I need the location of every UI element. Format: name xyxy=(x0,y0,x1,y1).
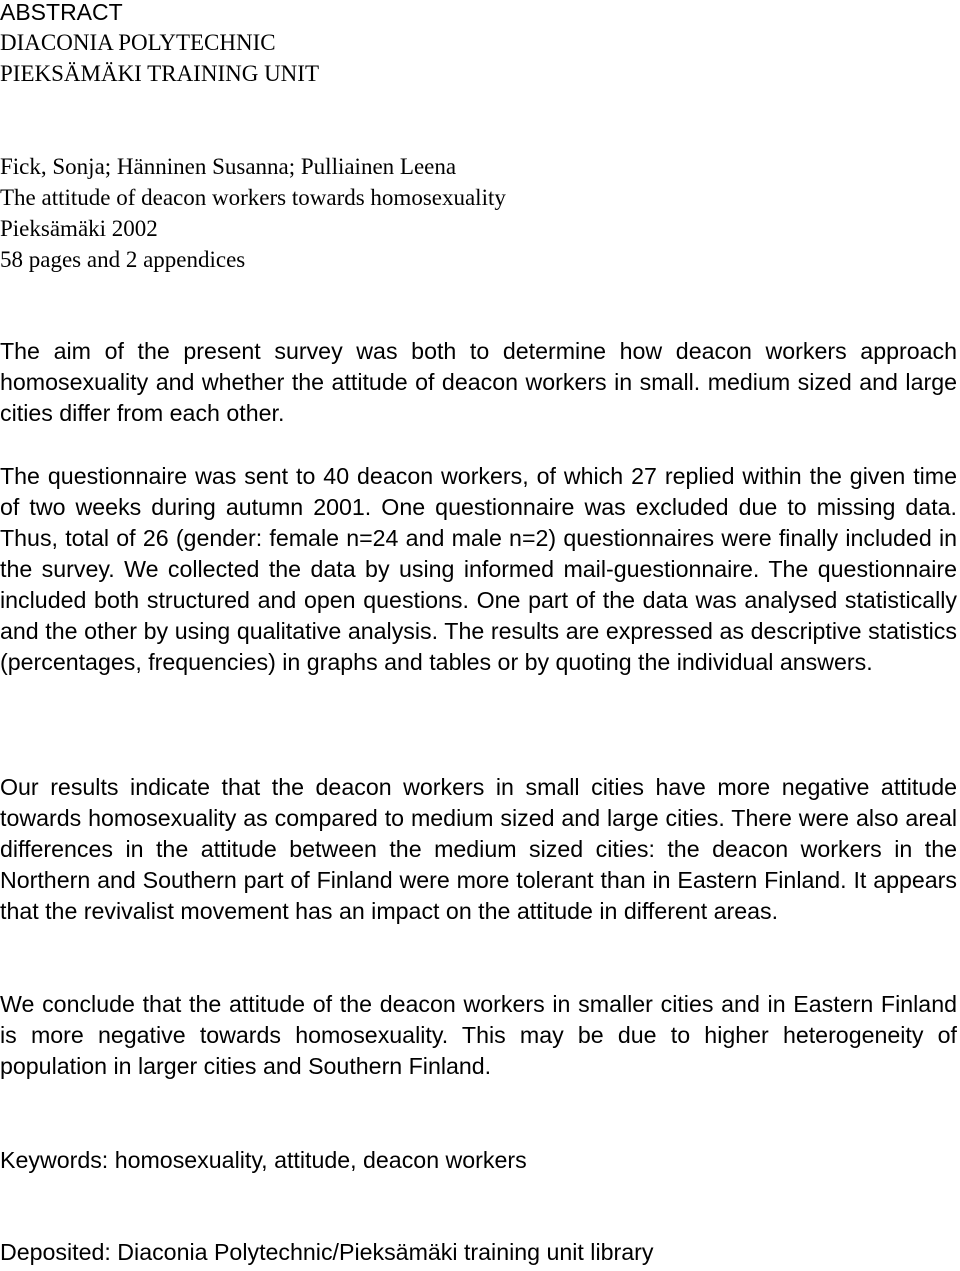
unit-name: PIEKSÄMÄKI TRAINING UNIT xyxy=(0,61,320,86)
paragraph-results: Our results indicate that the deacon workers in small cities have more negative attitude towards homosexuality as compared to medium sized and large cities. There were also areal differences in the attitude between the medium sized cities: the deacon workers in the Northern and Southern part of Finland were more tolerant than in Eastern Finland. It appears that the revivalist movement has an impact on the attitude in different areas. xyxy=(0,774,957,924)
paragraph-method: The questionnaire was sent to 40 deacon workers, of which 27 replied within the given time of two weeks during autumn 2001. One questionnaire was excluded due to missing data. Thus, total of 26 (gender: female n=24 and male n=2) questionnaires were finally included in the survey. We collected the data by using informed mail-guestionnaire. The questionnaire included both structured and open questions. One part of the data was analysed statistically and the other by using qualitative analysis. The results are expressed as descriptive statistics (percentages, frequencies) in graphs and tables or by quoting the individual answers. xyxy=(0,463,957,675)
authors: Fick, Sonja; Hänninen Susanna; Pulliainen Leena xyxy=(0,154,457,179)
keywords: Keywords: homosexuality, attitude, deacon workers xyxy=(0,1147,527,1173)
paragraph-aim: The aim of the present survey was both to determine how deacon workers approach homosexuality and whether the attitude of deacon workers in small. medium sized and large cities differ from each other. xyxy=(0,338,957,426)
place-year: Pieksämäki 2002 xyxy=(0,216,158,241)
page-extent: 58 pages and 2 appendices xyxy=(0,247,246,272)
deposited-info: Deposited: Diaconia Polytechnic/Pieksämäki training unit library xyxy=(0,1239,654,1265)
paragraph-conclusion: We conclude that the attitude of the deacon workers in smaller cities and in Eastern Finland is more negative towards homosexuality. This may be due to higher heterogeneity of population in larger cities and Southern Finland. xyxy=(0,991,957,1079)
thesis-title: The attitude of deacon workers towards homosexuality xyxy=(0,185,506,210)
page-title: ABSTRACT xyxy=(0,0,123,25)
institution-name: DIACONIA POLYTECHNIC xyxy=(0,30,276,55)
